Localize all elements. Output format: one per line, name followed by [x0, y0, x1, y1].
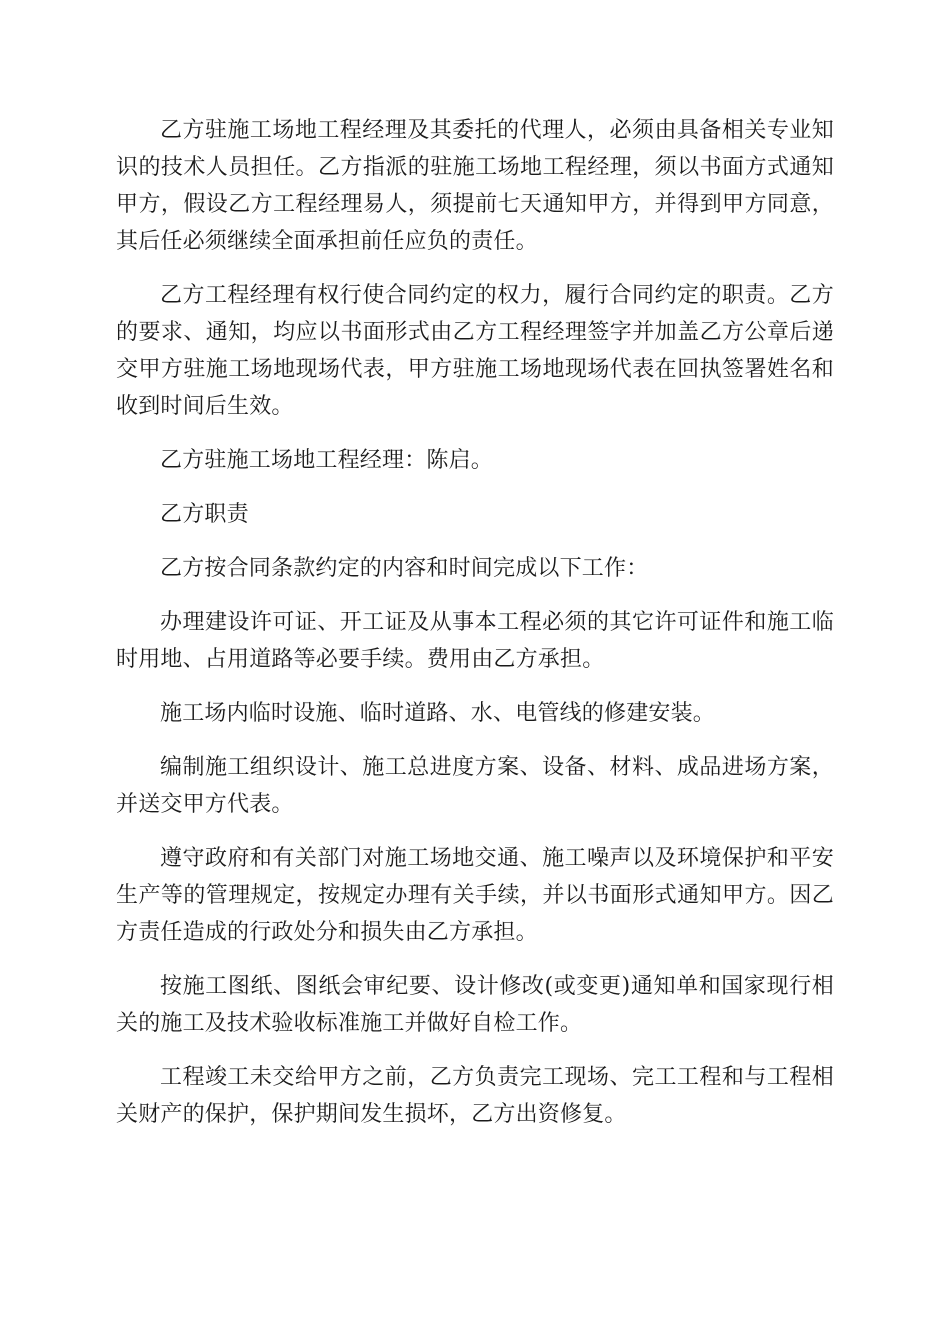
paragraph-11: 工程竣工未交给甲方之前，乙方负责完工现场、完工工程和与工程相关财产的保护，保护期间发生损坏，乙方出资修复。: [116, 1065, 834, 1127]
paragraph-7: 施工场内临时设施、临时道路、水、电管线的修建安装。: [160, 701, 716, 726]
paragraph-2: 乙方工程经理有权行使合同约定的权力，履行合同约定的职责。乙方的要求、通知，均应以书面形式由乙方工程经理签字并加盖乙方公章后递交甲方驻施工场地现场代表，甲方驻施工场地现场代表在回执签署姓名和收到时间后生效。: [116, 283, 834, 419]
paragraph-1: 乙方驻施工场地工程经理及其委托的代理人，必须由具备相关专业知识的技术人员担任。乙方指派的驻施工场地工程经理，须以书面方式通知甲方，假设乙方工程经理易人，须提前七天通知甲方，并得到甲方同意，其后任必须继续全面承担前任应负的责任。: [116, 118, 834, 254]
section-heading-responsibilities: 乙方职责: [160, 502, 249, 527]
paragraph-8: 编制施工组织设计、施工总进度方案、设备、材料、成品进场方案，并送交甲方代表。: [116, 755, 834, 817]
document-body: [116, 112, 834, 1150]
paragraph-10: 按施工图纸、图纸会审纪要、设计修改(或变更)通知单和国家现行相关的施工及技术验收标准施工并做好自检工作。: [116, 974, 834, 1036]
paragraph-9: 遵守政府和有关部门对施工场地交通、施工噪声以及环境保护和平安生产等的管理规定，按规定办理有关手续，并以书面形式通知甲方。因乙方责任造成的行政处分和损失由乙方承担。: [116, 846, 834, 945]
paragraph-5: 乙方按合同条款约定的内容和时间完成以下工作：: [160, 556, 649, 581]
paragraph-6: 办理建设许可证、开工证及从事本工程必须的其它许可证件和施工临时用地、占用道路等必要手续。费用由乙方承担。: [116, 610, 834, 672]
paragraph-3: 乙方驻施工场地工程经理：陈启。: [160, 448, 494, 473]
